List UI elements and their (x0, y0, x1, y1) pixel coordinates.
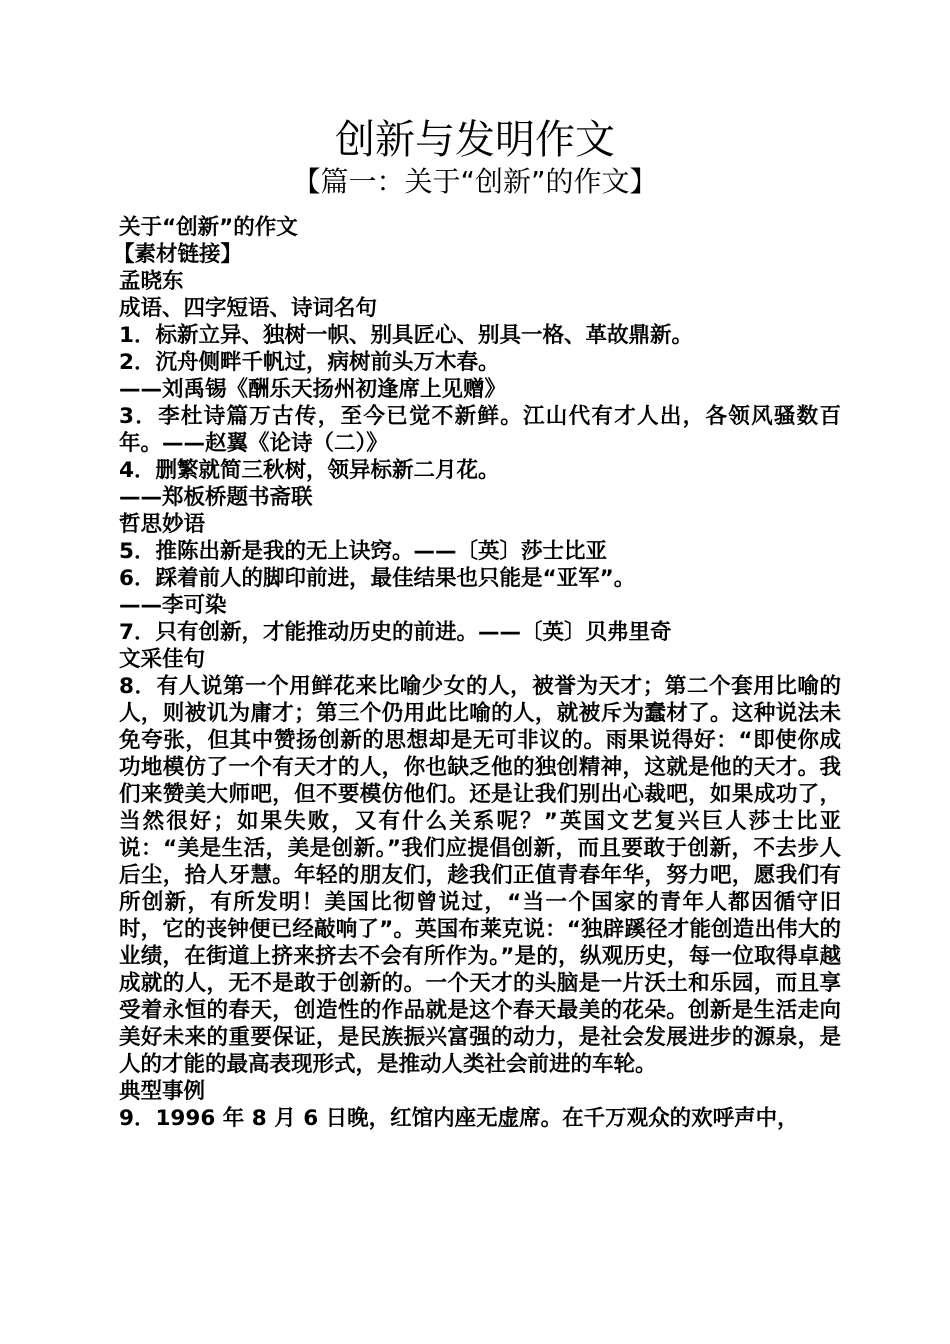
section-heading-sayings: 哲思妙语 (119, 512, 206, 537)
author-name: 孟晓东 (119, 269, 184, 294)
section-heading-sentences: 文采佳句 (119, 647, 206, 672)
quote-source-6: ——李可染 (119, 593, 227, 618)
document-body (113, 214, 841, 1132)
quote-item-6: 6．踩着前人的脚印前进，最佳结果也只能是“亚军”。 (119, 566, 636, 591)
section-heading-idioms: 成语、四字短语、诗词名句 (119, 296, 378, 321)
quote-item-1: 1．标新立异、独树一帜、别具匠心、别具一格、革故鼎新。 (119, 323, 693, 348)
material-link-heading: 【素材链接】 (113, 242, 243, 267)
section-heading-examples: 典型事例 (119, 1079, 206, 1104)
quote-item-7: 7．只有创新，才能推动历史的前进。——〔英〕贝弗里奇 (119, 620, 672, 645)
quote-item-4: 4．删繁就简三秋树，领异标新二月花。 (119, 458, 500, 483)
essay-heading: 关于“创新”的作文 (119, 215, 298, 240)
quote-source-4: ——郑板桥题书斋联 (119, 485, 313, 510)
paragraph-item-9: 9．1996 年 8 月 6 日晚，红馆内座无虚席。在千万观众的欢呼声中， (119, 1106, 799, 1131)
paragraph-item-8: 8．有人说第一个用鲜花来比喻少女的人，被誉为天才；第二个套用比喻的人，则被讥为庸才；第三个仍用此比喻的人，就被斥为蠢材了。这种说法未免夸张，但其中赞扬创新的思想却是无可非议的。雨果说得好：“即使你成功地模仿了一个有天才的人，你也缺乏他的独创精神，这就是他的天才。我们来赞美大师吧，但不要模仿他们。还是让我们别出心裁吧，如果成功了，当然很好；如果失败，又有什么关系呢？”英国文艺复兴巨人莎士比亚说：“美是生活，美是创新。”我们应提倡创新，而且要敢于创新，不去步人后尘，拾人牙慧。年轻的朋友们，趁我们正值青春年华，努力吧，愿我们有所创新，有所发明！美国比彻曾说过，“当一个国家的青年人都因循守旧时，它的丧钟便已经敲响了”。英国布莱克说：“独辟蹊径才能创造出伟大的业绩，在街道上挤来挤去不会有所作为。”是的，纵观历史，每一位取得卓越成就的人，无不是敢于创新的。一个天才的头脑是一片沃土和乐园，而且享受着永恒的春天，创造性的作品就是这个春天最美的花朵。创新是生活走向美好未来的重要保证，是民族振兴富强的动力，是社会发展进步的源泉，是人的才能的最高表现形式，是推动人类社会前进的车轮。 (119, 674, 841, 1077)
quote-source-2: ——刘禹锡《酬乐天扬州初逢席上见赠》 (119, 377, 507, 402)
quote-item-5: 5．推陈出新是我的无上诀窍。——〔英〕莎士比亚 (119, 539, 607, 564)
document-subtitle: 【篇一：关于“创新”的作文】 (292, 165, 658, 198)
quote-item-2: 2．沉舟侧畔千帆过，病树前头万木春。 (119, 350, 500, 375)
quote-item-3: 3．李杜诗篇万古传，至今已觉不新鲜。江山代有才人出，各领风骚数百年。——赵翼《论诗（二）》 (119, 404, 841, 456)
document-title: 创新与发明作文 (335, 117, 615, 163)
